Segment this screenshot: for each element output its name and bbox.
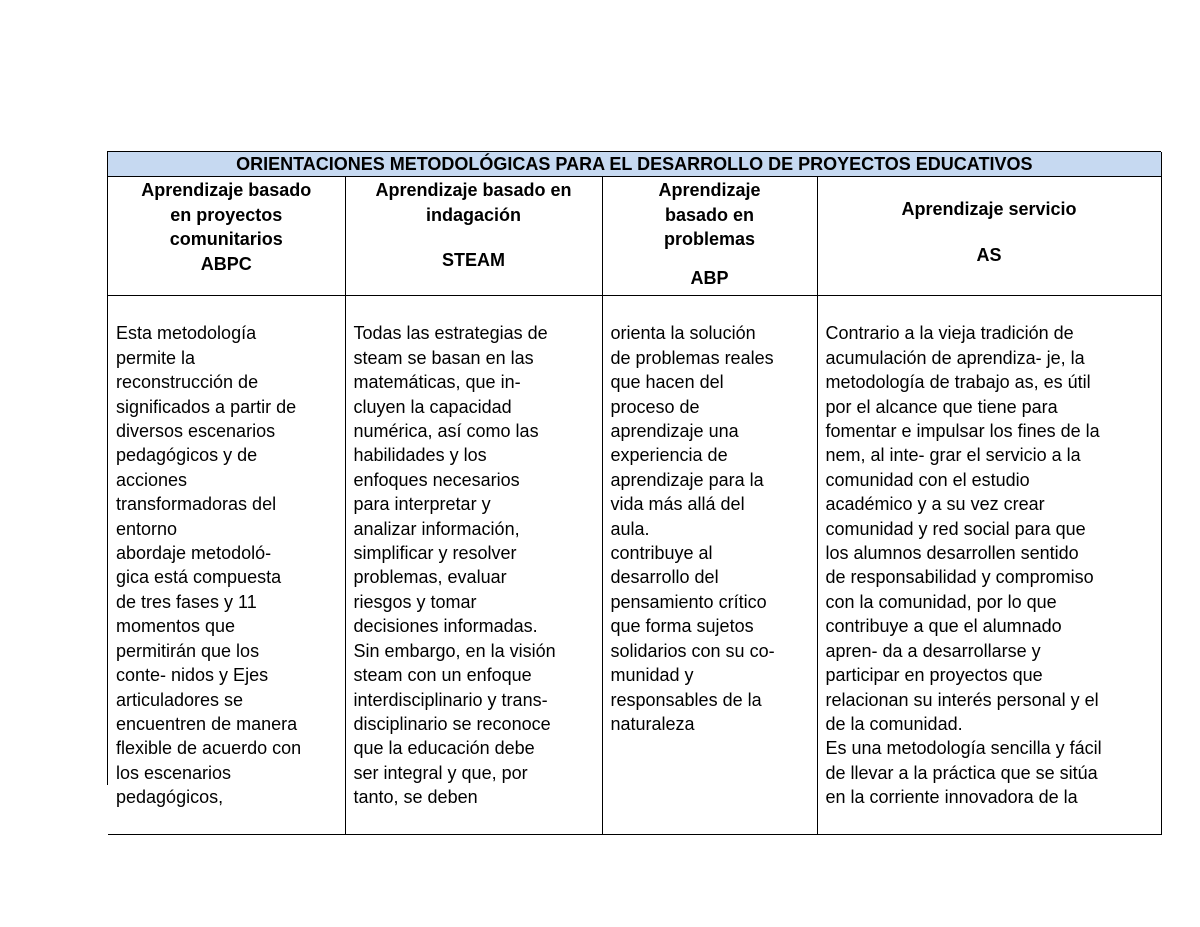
- column-header-abp: [602, 177, 817, 296]
- methodology-table: [107, 151, 1161, 808]
- table-cell-abp: [602, 296, 817, 835]
- column-acronym: ABPC: [200, 253, 252, 274]
- column-heading: Aprendizaje servicio: [901, 199, 1077, 219]
- table-cell-steam: [345, 296, 602, 835]
- column-acronym: AS: [976, 244, 1002, 265]
- column-heading: Aprendizaje basado en indagación: [375, 180, 572, 225]
- cell-text: orienta la solución de problemas reales que hacen del proceso de aprendizaje una experiencia de aprendizaje para la vida más allá del aula. contribuye al desarrollo del pensamiento crítico que forma sujetos solidarios con su co- munidad y responsables de la naturaleza: [610, 323, 775, 734]
- table-cell-abpc: [108, 296, 345, 835]
- cell-text: Todas las estrategias de steam se basan en las matemáticas, que in- cluyen la capacidad numérica, así como las habilidades y los enfoques necesarios para interpretar y analizar información, simplificar y resolver problemas, evaluar riesgos y tomar decisiones informadas. Sin embargo, en la visión steam con un enfoque interdisciplinario y trans- disciplinario se reconoce que la educación debe ser integral y que, por tanto, se deben: [353, 323, 556, 808]
- column-acronym: STEAM: [442, 250, 505, 270]
- cell-text: Contrario a la vieja tradición de acumulación de aprendiza- je, la metodología de trabajo as, es útil por el alcance que tiene para fomentar e impulsar los fines de la nem, al inte- grar el servicio a la comunidad con el estudio académico y a su vez crear comunidad y red social para que los alumnos desarrollen sentido de responsabilidad y compromiso con la comunidad, por lo que contribuye a que el alumnado apren- da a desarrollarse y participar en proyectos que relacionan su interés personal y el de la comunidad. Es una metodología sencilla y fácil de llevar a la práctica que se sitúa en la corriente innovadora de la: [825, 323, 1102, 808]
- table-title: ORIENTACIONES METODOLÓGICAS PARA EL DESARROLLO DE PROYECTOS EDUCATIVOS: [108, 152, 1161, 177]
- cell-text: Esta metodología permite la reconstrucción de significados a partir de diversos escenarios pedagógicos y de acciones transformadoras del entorno abordaje metodoló- gica está compuesta de tres fases y 11 momentos que permitirán que los conte- nidos y Ejes articuladores se encuentren de manera flexible de acuerdo con los escenarios pedagógicos,: [116, 323, 302, 808]
- table-cell-as: [817, 296, 1161, 835]
- column-acronym: ABP: [690, 267, 729, 288]
- column-heading: Aprendizaje basado en problemas: [658, 180, 761, 249]
- column-header-steam: [345, 177, 602, 296]
- column-heading: Aprendizaje basado en proyectos comunitarios: [141, 180, 312, 249]
- column-header-as: [817, 177, 1161, 296]
- column-header-abpc: [108, 177, 345, 296]
